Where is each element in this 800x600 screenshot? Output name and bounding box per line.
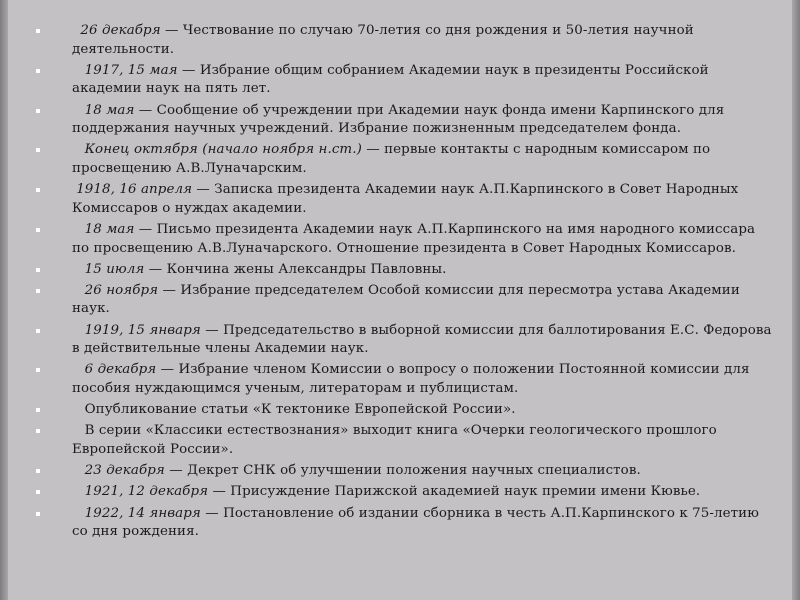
bullet-icon xyxy=(36,29,40,33)
list-item xyxy=(28,361,776,398)
item-text xyxy=(72,141,776,178)
list-item xyxy=(28,181,776,218)
item-date: 26 декабря xyxy=(80,23,161,38)
item-text xyxy=(72,422,776,459)
list-item xyxy=(28,282,776,319)
item-description: — Письмо президента Академии наук А.П.Карпинского на имя народного комиссара по просвещению А.В.Луначарского. Отношение президента в Совет Народных Комиссаров. xyxy=(72,221,756,256)
list-item xyxy=(28,483,776,502)
item-text xyxy=(72,322,776,359)
item-description: — первые контакты с народным комиссаром по просвещению А.В.Луначарским. xyxy=(72,142,711,176)
bullet-icon xyxy=(36,469,40,473)
item-description: — Записка президента Академии наук А.П.Карпинского в Совет Народных Комиссаров о нуждах академии. xyxy=(72,182,739,216)
item-description: — Кончина жены Александры Павловны. xyxy=(144,261,447,277)
list-item xyxy=(28,261,776,280)
item-date: 1919, 15 января xyxy=(84,322,201,338)
bullet-icon xyxy=(36,228,40,232)
item-description: Опубликование статьи «К тектонике Европейской России». xyxy=(84,402,516,418)
item-date: 6 декабря xyxy=(84,362,157,378)
bullet-icon xyxy=(36,148,40,152)
list-item xyxy=(28,322,776,359)
left-frame-edge xyxy=(0,0,8,600)
list-item xyxy=(28,505,776,542)
item-description: — Сообщение об учреждении при Академии наук фонда имени Карпинского для поддержания научных учреждений. Избрание пожизненным председателем фонда. xyxy=(72,102,725,137)
item-date: 18 мая xyxy=(84,221,135,237)
item-description: — Присуждение Парижской академией наук премии имени Кювье. xyxy=(208,484,701,500)
bullet-icon xyxy=(36,289,40,293)
item-date: 15 июля xyxy=(84,261,145,277)
item-text xyxy=(72,462,776,481)
bullet-icon xyxy=(36,368,40,372)
bullet-icon xyxy=(36,329,40,333)
list-item xyxy=(28,102,776,139)
item-text xyxy=(72,282,776,319)
item-date: 1921, 12 декабря xyxy=(84,484,209,500)
item-date: 23 декабря xyxy=(84,463,165,479)
item-description: — Избрание общим собранием Академии наук в президенты Российской академии наук на пять лет. xyxy=(72,62,709,97)
item-text xyxy=(72,181,776,218)
bullet-icon xyxy=(36,490,40,494)
item-description: — Декрет СНК об улучшении положения научных специалистов. xyxy=(164,463,641,479)
item-description: — Постановление об издании сборника в честь А.П.Карпинского к 75-летию со дня рождения. xyxy=(72,505,759,540)
item-text xyxy=(72,505,776,542)
item-description: — Чествование по случаю 70-летия со дня рождения и 50-летия научной деятельности. xyxy=(72,23,694,57)
item-description: — Избрание председателем Особой комиссии для пересмотра устава Академии наук. xyxy=(72,282,740,317)
item-description: — Председательство в выборной комиссии для баллотирования Е.С. Федорова в действительные члены Академии наук. xyxy=(72,322,772,357)
list-item xyxy=(28,401,776,420)
bullet-icon xyxy=(36,188,40,192)
list-item xyxy=(28,462,776,481)
list-item xyxy=(28,22,776,59)
item-description: — Избрание членом Комиссии о вопросу о положении Постоянной комиссии для пособия нуждающимся ученым, литераторам и публицистам. xyxy=(72,362,750,397)
item-text xyxy=(72,483,776,502)
item-description: В серии «Классики естествознания» выходит книга «Очерки геологического прошлого Европейской России». xyxy=(72,423,717,457)
item-text xyxy=(72,261,776,280)
item-date: 26 ноября xyxy=(84,282,159,298)
bullet-icon xyxy=(36,512,40,516)
list-item xyxy=(28,62,776,99)
item-text xyxy=(72,22,776,59)
item-date: 1918, 16 апреля xyxy=(76,182,193,198)
bullet-icon xyxy=(36,429,40,433)
list-item xyxy=(28,422,776,459)
right-frame-edge xyxy=(792,0,800,600)
bullet-icon xyxy=(36,268,40,272)
bullet-icon xyxy=(36,109,40,113)
item-text xyxy=(72,62,776,99)
chronology-list xyxy=(28,22,776,544)
bullet-icon xyxy=(36,408,40,412)
item-text xyxy=(72,361,776,398)
item-date: Конец октября (начало ноября н.ст.) xyxy=(84,142,362,158)
list-item xyxy=(28,221,776,258)
list-item xyxy=(28,141,776,178)
item-text xyxy=(72,221,776,258)
item-text xyxy=(72,102,776,139)
item-date: 1922, 14 января xyxy=(84,505,201,521)
item-date: 18 мая xyxy=(84,102,135,118)
item-date: 1917, 15 мая xyxy=(84,62,178,78)
bullet-icon xyxy=(36,69,40,73)
item-text xyxy=(72,401,776,420)
